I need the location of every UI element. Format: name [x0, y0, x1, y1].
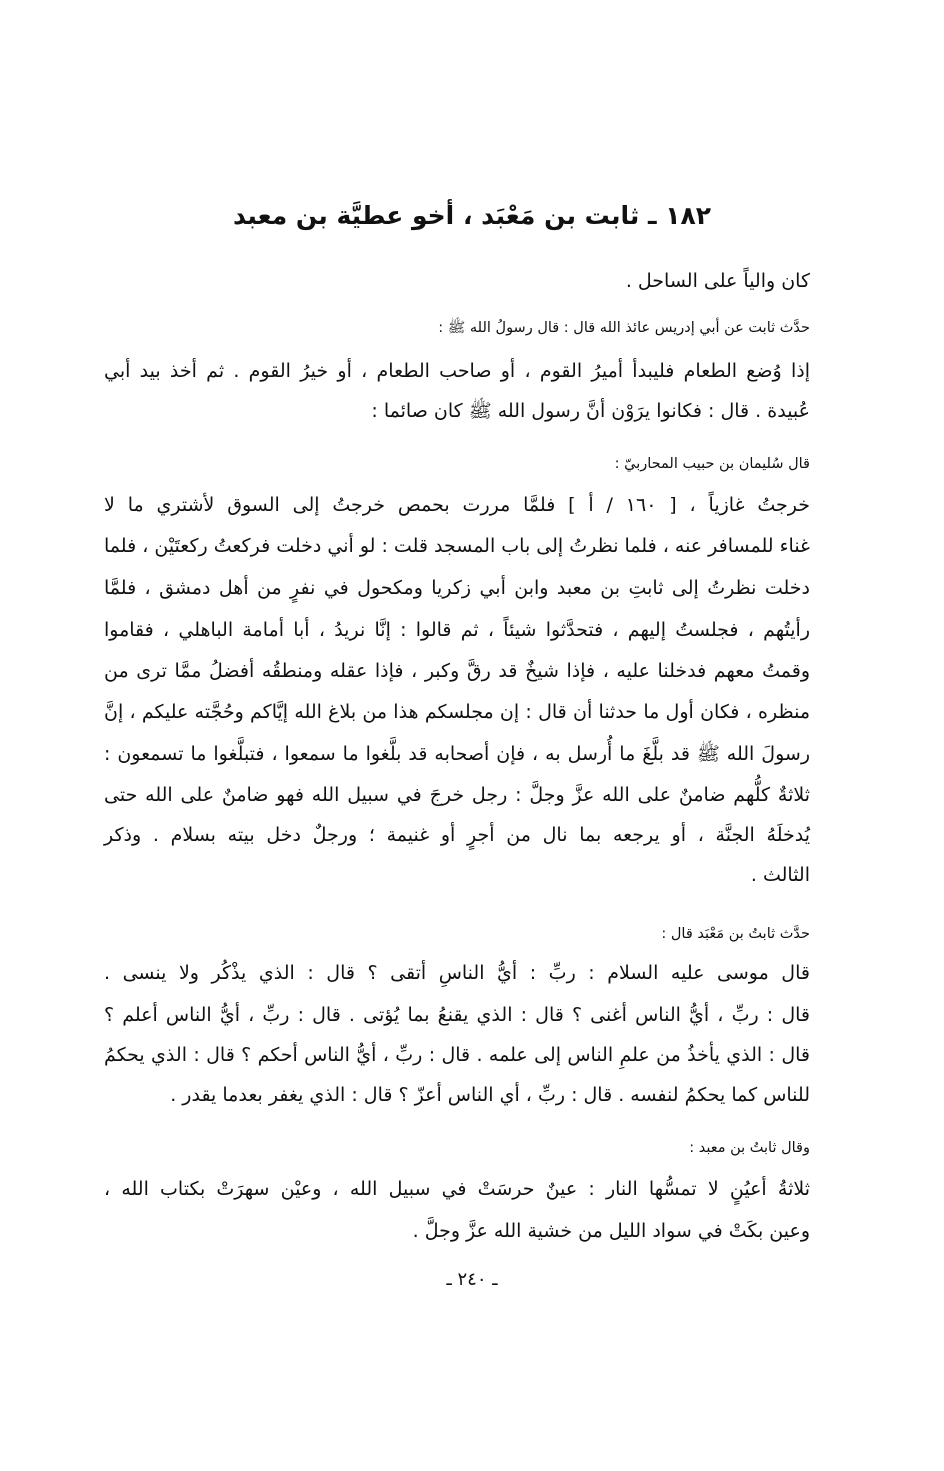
- isnad-line-1: حدَّث ثابت عن أبي إدريس عائذ الله قال : قال رسولُ الله ﷺ :: [438, 320, 810, 336]
- isnad-line-3: حدَّث ثابتُ بن مَعْبَد قال :: [661, 926, 810, 942]
- intro-line: كان والياً على الساحل .: [625, 270, 810, 292]
- text-line: إذا وُضع الطعام فليبدأ أميرُ القوم ، أو صاحب الطعام ، أو خيرُ القوم . ثم أخذ بيد أبي: [104, 360, 810, 382]
- isnad-line-4: وقال ثابتُ بن معبد :: [689, 1140, 810, 1156]
- text-line: رسولَ الله ﷺ قد بلَّغَ ما أُرسل به ، فإن أصحابه قد بلَّغوا ما سمعوا ، فتبلَّغوا ما تسمعون :: [104, 743, 810, 765]
- text-line: دخلت نظرتُ إلى ثابتِ بن معبد وابن أبي زكريا ومكحول في نفرٍ من أهل دمشق ، فلمَّا: [104, 577, 810, 599]
- text-line: ثلاثةٌ كلُّهم ضامنٌ على الله عزَّ وجلَّ : رجل خرجَ في سبيل الله فهو ضامنٌ على الله حتى: [104, 784, 810, 806]
- text-line: ثلاثةُ أعيُنٍ لا تمسُّها النار : عينٌ حرسَتْ في سبيل الله ، وعيْن سهرَتْ بكتاب الله ،: [104, 1178, 810, 1200]
- text-line: وقمتُ معهم فدخلنا عليه ، فإذا شيخٌ قد رقَّ وكبر ، فإذا عقله ومنطقُه أفضلُ ممَّا ترى من: [104, 660, 810, 682]
- entry-title: ١٨٢ ـ ثابت بن مَعْبَد ، أخو عطيَّة بن معبد: [232, 201, 712, 230]
- text-line: خرجتُ غازياً ، [ ١٦٠ / أ ] فلمَّا مررت بحمص خرجتُ إلى السوق لأشتري ما لا: [104, 494, 810, 516]
- text-line: غناء للمسافر عنه ، فلما نظرتُ إلى باب المسجد قلت : لو أني دخلت فركعتُ ركعتَيْن ، فلما: [104, 535, 810, 557]
- text-line: وعين بكَتْ في سواد الليل من خشية الله عزَّ وجلَّ .: [412, 1220, 810, 1242]
- page-number: ـ ٢٤٠ ـ: [446, 1269, 498, 1290]
- text-line: للناس كما يحكمُ لنفسه . قال : ربِّ ، أي الناس أعزّ ؟ قال : الذي يغفر بعدما يقدر .: [170, 1084, 810, 1106]
- text-line: قال موسى عليه السلام : ربِّ : أيُّ الناسِ أتقى ؟ قال : الذي يذْكُر ولا ينسى .: [104, 962, 810, 984]
- text-line: يُدخلَهُ الجنَّة ، أو يرجعه بما نال من أجرٍ أو غنيمة ؛ ورجلٌ دخل بيته بسلام . وذكر: [104, 824, 810, 846]
- text-line: منظره ، فكان أول ما حدثنا أن قال : إن مجلسكم هذا من بلاغ الله إيَّاكم وحُجَّته عليكم ، إنَّ: [104, 701, 810, 723]
- text-line: عُبيدة . قال : فكانوا يرَوْن أنَّ رسول الله ﷺ كان صائما :: [371, 400, 810, 422]
- isnad-line-2: قال سُليمان بن حبيب المحاربيّ :: [614, 456, 810, 472]
- text-line: الثالث .: [750, 864, 810, 886]
- text-line: رأيتُهم ، فجلستُ إليهم ، فتحدَّثوا شيئاً ، ثم قالوا : إنَّا نريدُ ، أبا أمامة الباهلي ، فقاموا: [104, 619, 810, 641]
- text-line: قال : الذي يأخذُ من علمِ الناس إلى علمه . قال : ربِّ ، أيُّ الناس أحكم ؟ قال : الذي يحكمُ: [104, 1044, 810, 1066]
- text-line: قال : ربِّ ، أيُّ الناس أغنى ؟ قال : الذي يقنعُ بما يُؤتى . قال : ربِّ ، أيُّ الناس أعلم ؟: [104, 1004, 810, 1026]
